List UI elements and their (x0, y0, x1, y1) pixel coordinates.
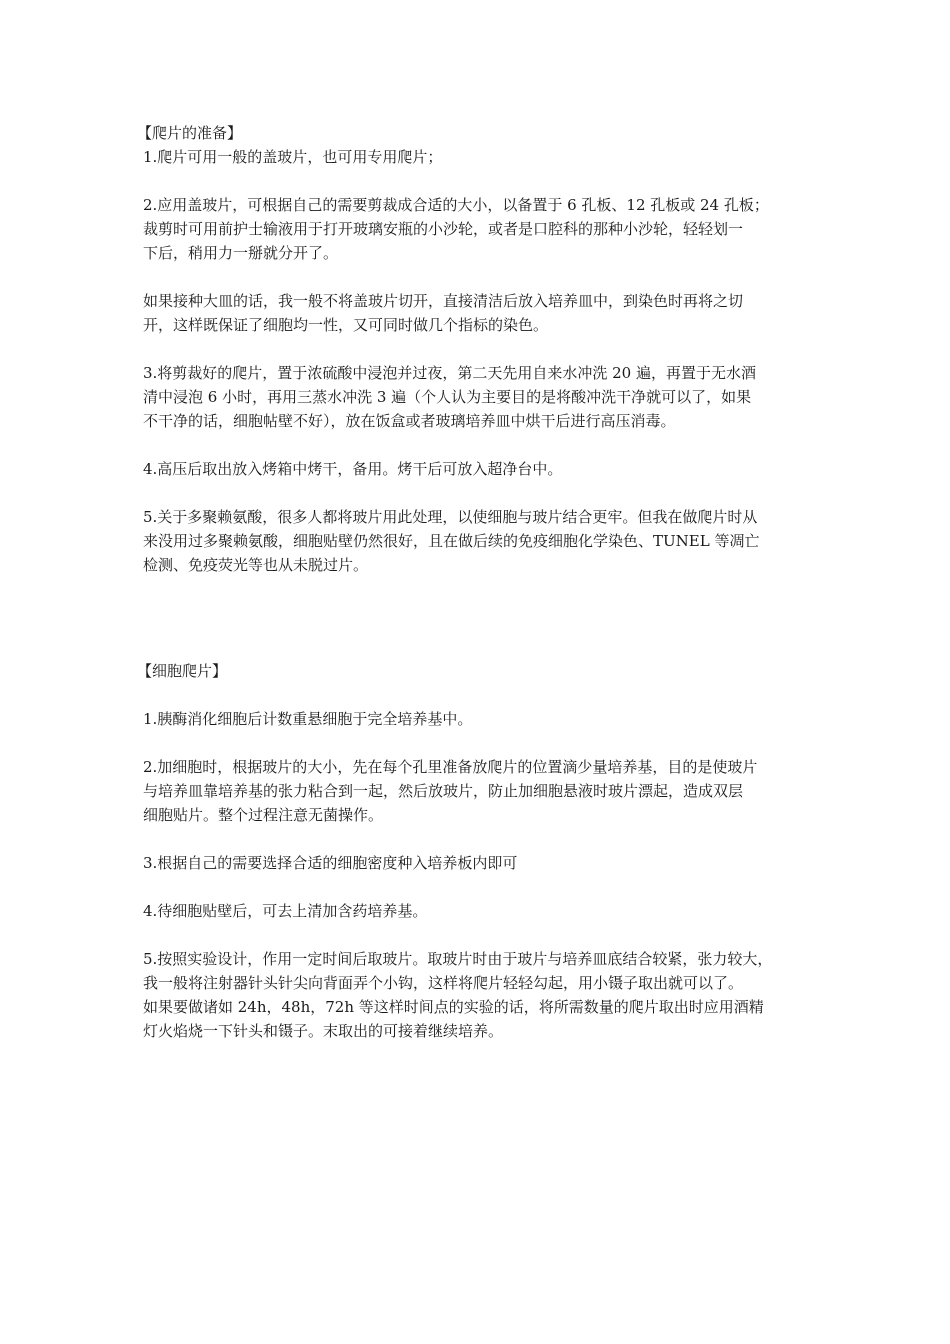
text-line: 不干净的话，细胞帖壁不好），放在饭盒或者玻璃培养皿中烘干后进行高压消毒。 (143, 412, 676, 430)
text-line: 裁剪时可用前护士输液用于打开玻璃安瓶的小沙轮，或者是口腔科的那种小沙轮，轻轻划一 (143, 220, 744, 238)
paragraph-step-5 (143, 505, 813, 577)
text-line: 5.按照实验设计，作用一定时间后取玻片。取玻片时由于玻片与培养皿底结合较紧，张力较大， (143, 950, 773, 968)
paragraph-step-4 (143, 899, 813, 923)
paragraph-step-3 (143, 851, 813, 875)
text-line: 如果要做诸如 24h，48h，72h 等这样时间点的实验的话，将所需数量的爬片取出时应用酒精 (143, 998, 764, 1016)
text-line: 4.待细胞贴壁后，可去上清加含药培养基。 (143, 902, 428, 920)
text-line: 如果接种大皿的话，我一般不将盖玻片切开，直接清洁后放入培养皿中，到染色时再将之切 (143, 292, 744, 310)
text-line: 4.高压后取出放入烤箱中烤干，备用。烤干后可放入超净台中。 (143, 460, 563, 478)
text-line: 2.应用盖玻片，可根据自己的需要剪裁成合适的大小，以备置于 6 孔板、12 孔板或 24 孔板； (143, 196, 769, 214)
text-line: 来没用过多聚赖氨酸，细胞贴壁仍然很好，且在做后续的免疫细胞化学染色、TUNEL 等凋亡 (143, 532, 760, 550)
text-line: 1.胰酶消化细胞后计数重悬细胞于完全培养基中。 (143, 710, 473, 728)
text-line: 开，这样既保证了细胞均一性，又可同时做几个指标的染色。 (143, 316, 549, 334)
text-line: 下后，稍用力一掰就分开了。 (143, 244, 339, 262)
text-line: 灯火焰烧一下针头和镊子。末取出的可接着继续培养。 (143, 1022, 504, 1040)
document-page (137, 121, 813, 1043)
text-line: 清中浸泡 6 小时，再用三蒸水冲洗 3 遍（个人认为主要目的是将酸冲洗干净就可以了，如果 (143, 388, 752, 406)
paragraph-step-2 (143, 755, 813, 827)
section-slide-preparation (137, 121, 813, 577)
section-heading: 【爬片的准备】 (137, 124, 243, 142)
section-heading: 【细胞爬片】 (137, 662, 228, 680)
paragraph-large-dish-note (143, 289, 813, 337)
text-line: 1.爬片可用一般的盖玻片，也可用专用爬片； (143, 148, 443, 166)
paragraph-step-4 (143, 457, 813, 481)
text-line: 细胞贴片。整个过程注意无菌操作。 (143, 806, 384, 824)
text-line: 与培养皿靠培养基的张力粘合到一起，然后放玻片，防止加细胞悬液时玻片漂起，造成双层 (143, 782, 744, 800)
text-line: 我一般将注射器针头针尖向背面弄个小钩，这样将爬片轻轻勾起，用小镊子取出就可以了。 (143, 974, 744, 992)
paragraph-step-3 (143, 361, 813, 433)
text-line: 2.加细胞时，根据玻片的大小，先在每个孔里准备放爬片的位置滴少量培养基，目的是使玻片 (143, 758, 758, 776)
paragraph-step-1 (143, 707, 813, 731)
section-cell-climbing-slide (137, 659, 813, 1043)
paragraph-step-1 (143, 145, 813, 169)
text-line: 5.关于多聚赖氨酸，很多人都将玻片用此处理，以使细胞与玻片结合更牢。但我在做爬片时从 (143, 508, 758, 526)
text-line: 3.根据自己的需要选择合适的细胞密度种入培养板内即可 (143, 854, 518, 872)
text-line: 检测、免疫荧光等也从未脱过片。 (143, 556, 369, 574)
paragraph-step-5 (143, 947, 813, 1043)
paragraph-step-2 (143, 193, 813, 265)
text-line: 3.将剪裁好的爬片，置于浓硫酸中浸泡并过夜，第二天先用自来水冲洗 20 遍，再置于无水酒 (143, 364, 756, 382)
